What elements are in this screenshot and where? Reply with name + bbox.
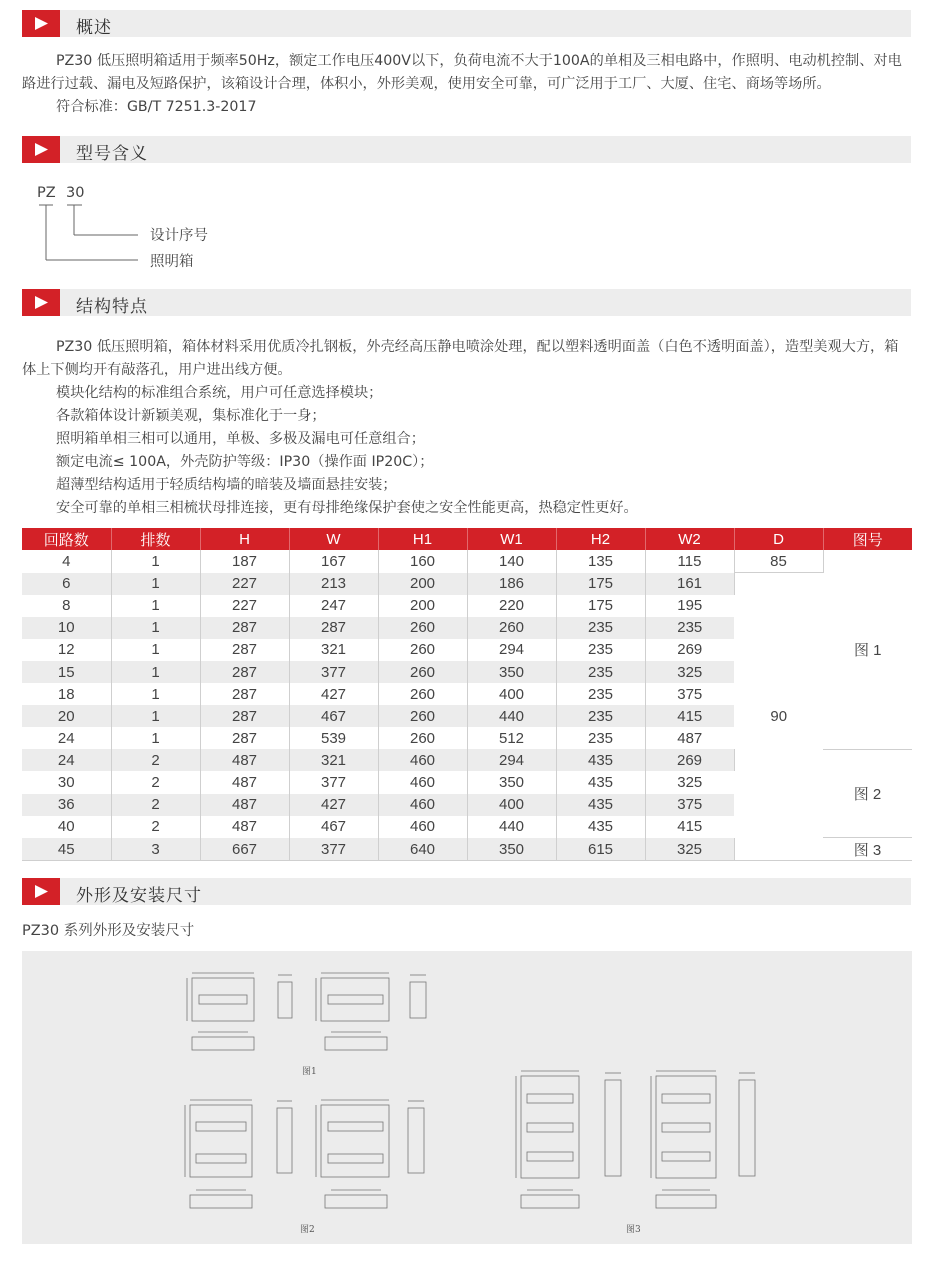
table-cell: 3 [111, 838, 200, 861]
table-cell-figure: 图 3 [823, 838, 912, 861]
table-cell: 287 [200, 617, 289, 639]
table-cell: 460 [378, 749, 467, 771]
table-cell: 260 [378, 639, 467, 661]
table-cell: 427 [289, 794, 378, 816]
table-cell: 487 [200, 816, 289, 838]
table-cell: 321 [289, 639, 378, 661]
table-cell: 235 [556, 661, 645, 683]
table-cell: 260 [378, 661, 467, 683]
model-leader-lines [30, 200, 150, 265]
table-cell: 1 [111, 661, 200, 683]
section-title: 外形及安装尺寸 [76, 886, 202, 906]
col-header: W1 [467, 528, 556, 550]
table-cell: 161 [645, 573, 734, 595]
table-cell: 1 [111, 705, 200, 727]
table-cell: 2 [111, 749, 200, 771]
table-cell: 40 [22, 816, 111, 838]
table-cell: 1 [111, 550, 200, 573]
table-cell: 350 [467, 661, 556, 683]
table-cell: 1 [111, 727, 200, 749]
feature-item: 各款箱体设计新颖美观，集标准化于一身； [56, 408, 326, 424]
table-cell: 269 [677, 641, 703, 659]
label-design-number: 设计序号 [150, 228, 208, 244]
col-header: H [200, 528, 289, 550]
table-cell-d: 90 [734, 573, 823, 861]
table-cell: 294 [467, 639, 556, 661]
table-cell-d: 85 [734, 550, 823, 573]
table-cell: 467 [289, 705, 378, 727]
table-cell: 512 [467, 727, 556, 749]
table-cell: 20 [22, 705, 111, 727]
table-cell: 260 [378, 683, 467, 705]
table-cell: 115 [645, 550, 734, 573]
table-cell: 2 [111, 816, 200, 838]
table-cell: 1 [111, 683, 200, 705]
table-cell: 235 [556, 705, 645, 727]
table-cell: 4 [22, 550, 111, 573]
table-header-row [22, 528, 912, 550]
figure-label: 图2 [300, 1225, 315, 1235]
table-cell: 435 [556, 749, 645, 771]
table-cell: 321 [289, 749, 378, 771]
play-flag-icon [22, 289, 60, 316]
table-cell: 260 [467, 617, 556, 639]
table-cell: 1 [111, 573, 200, 595]
table-cell: 400 [467, 683, 556, 705]
col-header: 图号 [823, 528, 912, 550]
col-header: W2 [645, 528, 734, 550]
table-cell-figure: 图 2 [823, 749, 912, 837]
section-header-overview [22, 10, 911, 37]
table-cell: 235 [556, 617, 645, 639]
table-cell: 235 [556, 727, 645, 749]
table-cell: 260 [378, 705, 467, 727]
table-cell: 200 [378, 573, 467, 595]
section-title: 概述 [76, 18, 112, 38]
table-cell: 375 [677, 685, 703, 703]
table-cell: 167 [289, 550, 378, 573]
table-cell: 18 [22, 683, 111, 705]
table-cell: 377 [289, 661, 378, 683]
table-cell: 235 [556, 639, 645, 661]
table-cell: 175 [556, 573, 645, 595]
table-cell: 1 [111, 595, 200, 617]
table-cell: 287 [200, 705, 289, 727]
table-cell: 36 [22, 794, 111, 816]
col-header: W [289, 528, 378, 550]
table-cell: 375 [645, 794, 734, 816]
dimensions-subtitle: PZ30 系列外形及安装尺寸 [22, 923, 195, 939]
table-cell: 24 [22, 749, 111, 771]
table-cell: 377 [289, 771, 378, 793]
table-cell: 460 [378, 794, 467, 816]
figure-label: 图1 [302, 1067, 317, 1077]
table-cell: 640 [378, 838, 467, 861]
col-header: 回路数 [22, 528, 111, 550]
table-cell: 195 [677, 597, 703, 615]
table-cell: 227 [200, 573, 289, 595]
table-cell: 24 [22, 727, 111, 749]
table-cell: 287 [289, 617, 378, 639]
feature-item: 超薄型结构适用于轻质结构墙的暗装及墙面悬挂安装； [56, 477, 397, 493]
table-cell: 6 [22, 573, 111, 595]
table-cell: 415 [645, 705, 734, 727]
table-cell: 287 [200, 661, 289, 683]
table-cell: 175 [556, 595, 645, 617]
table-cell: 227 [200, 595, 289, 617]
col-header: 排数 [111, 528, 200, 550]
table-cell: 427 [289, 683, 378, 705]
table-cell: 487 [200, 749, 289, 771]
table-cell: 287 [200, 639, 289, 661]
spec-table [22, 528, 912, 861]
table-cell: 220 [467, 595, 556, 617]
table-cell: 415 [677, 818, 703, 836]
overview-standard: 符合标准：GB/T 7251.3-2017 [56, 99, 257, 115]
table-cell: 2 [111, 794, 200, 816]
table-cell: 287 [200, 727, 289, 749]
play-flag-icon [22, 136, 60, 163]
play-flag-icon [22, 878, 60, 905]
table-cell: 287 [200, 683, 289, 705]
table-cell-figure: 图 1 [823, 550, 912, 749]
feature-item: 安全可靠的单相三相梳状母排连接，更有母排绝缘保护套使之安全性能更高，热稳定性更好。 [56, 500, 638, 516]
table-cell: 400 [467, 794, 556, 816]
table-cell: 12 [22, 639, 111, 661]
table-cell: 2 [111, 771, 200, 793]
table-cell: 235 [645, 617, 734, 639]
table-cell: 213 [289, 573, 378, 595]
table-cell: 1 [111, 617, 200, 639]
col-header: H1 [378, 528, 467, 550]
section-header-features [22, 289, 911, 316]
table-cell: 487 [677, 729, 703, 747]
overview-paragraph: PZ30 低压照明箱适用于频率50Hz，额定工作电压400V以下，负荷电流不大于100A的单相及三相电路中，作照明、电动机控制、对电路进行过载、漏电及短路保护，该箱设计合理，体积小，外形美观，使用安全可靠，可广泛用于工厂、大厦、住宅、商场等场所。 [22, 53, 902, 92]
table-cell: 260 [378, 617, 467, 639]
table-cell: 435 [556, 816, 645, 838]
table-cell: 325 [677, 773, 703, 791]
section-header-model [22, 136, 911, 163]
table-cell: 667 [200, 838, 289, 861]
figure-label: 图3 [626, 1225, 641, 1235]
features-paragraph: PZ30 低压照明箱，箱体材料采用优质冷扎钢板，外壳经高压静电喷涂处理，配以塑料透明面盖（白色不透明面盖），造型美观大方，箱体上下侧均开有敲落孔，用户进出线方便。 [22, 339, 899, 378]
table-cell: 325 [645, 661, 734, 683]
table-cell: 350 [467, 838, 556, 861]
table-cell: 440 [467, 705, 556, 727]
table-cell: 269 [645, 749, 734, 771]
table-cell: 294 [467, 749, 556, 771]
col-header: H2 [556, 528, 645, 550]
dimension-drawings [22, 951, 912, 1244]
table-cell: 350 [467, 771, 556, 793]
table-cell: 10 [22, 617, 111, 639]
table-cell: 615 [556, 838, 645, 861]
table-cell: 200 [378, 595, 467, 617]
table-cell: 187 [200, 550, 289, 573]
table-row [22, 573, 912, 595]
table-cell: 460 [378, 771, 467, 793]
model-code-prefix: PZ [37, 185, 56, 201]
table-cell: 539 [289, 727, 378, 749]
table-cell: 487 [200, 794, 289, 816]
section-header-dimensions [22, 878, 911, 905]
feature-item: 额定电流≤ 100A，外壳防护等级：IP30（操作面 IP20C）； [56, 454, 434, 470]
table-cell: 140 [467, 550, 556, 573]
table-cell: 435 [556, 771, 645, 793]
table-cell: 377 [289, 838, 378, 861]
table-cell: 435 [556, 794, 645, 816]
table-cell: 235 [556, 683, 645, 705]
table-cell: 460 [378, 816, 467, 838]
table-cell: 325 [645, 838, 734, 861]
table-cell: 487 [200, 771, 289, 793]
table-cell: 186 [467, 573, 556, 595]
table-cell: 247 [289, 595, 378, 617]
table-cell: 15 [22, 661, 111, 683]
section-title: 结构特点 [76, 297, 148, 317]
table-cell: 160 [378, 550, 467, 573]
feature-item: 模块化结构的标准组合系统，用户可任意选择模块； [56, 385, 383, 401]
table-cell: 8 [22, 595, 111, 617]
label-lighting-box: 照明箱 [150, 254, 194, 270]
table-cell: 467 [289, 816, 378, 838]
feature-item: 照明箱单相三相可以通用，单极、多极及漏电可任意组合； [56, 431, 425, 447]
technical-drawing [22, 951, 912, 1244]
table-cell: 45 [22, 838, 111, 861]
table-cell: 260 [378, 727, 467, 749]
table-cell: 1 [111, 639, 200, 661]
table-cell: 30 [22, 771, 111, 793]
table-cell: 135 [556, 550, 645, 573]
col-header: D [734, 528, 823, 550]
play-flag-icon [22, 10, 60, 37]
section-title: 型号含义 [76, 144, 148, 164]
model-code-number: 30 [66, 185, 85, 201]
table-cell: 440 [467, 816, 556, 838]
table-row [22, 550, 912, 573]
